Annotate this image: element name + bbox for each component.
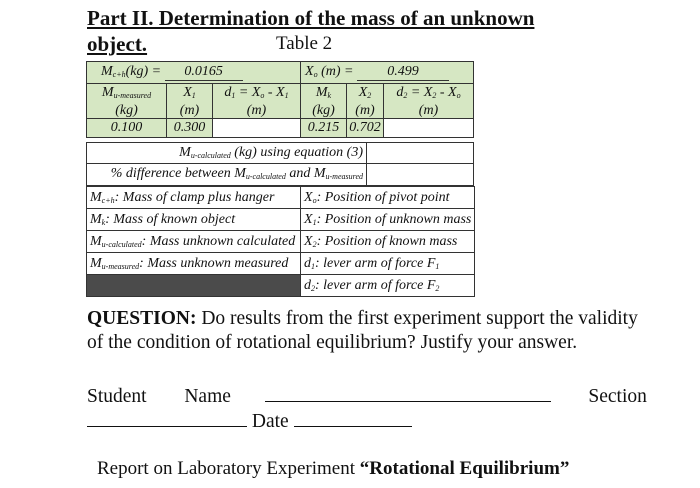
- value-d2-empty: [384, 119, 474, 138]
- part-heading: Part II. Determination of the mass of an unknown: [87, 6, 535, 30]
- name-label: Name: [184, 386, 231, 407]
- date-blank[interactable]: [294, 408, 412, 427]
- calculated-mass-row: $M_{u-calculated}$ (kg) using equation (3): [86, 142, 474, 164]
- header-mu-measured: $M_{u-measured}$ (kg): [87, 84, 167, 119]
- header-x1: $X_1$ (m): [167, 84, 213, 119]
- header-x2: $X_2$ (m): [347, 84, 384, 119]
- footer-prefix: Report on Laboratory Experiment: [97, 458, 360, 479]
- def-known-position: $X_2$: Position of known mass: [301, 231, 475, 253]
- def-unknown-position: $X_1$: Position of unknown mass: [301, 209, 475, 231]
- header-d1: $d_1 = X_o - X_1$ (m): [213, 84, 301, 119]
- def-pivot-point: $X_o$: Position of pivot point: [301, 187, 475, 209]
- value-mk: 0.215: [301, 119, 347, 138]
- header-mk: $M_k$ (kg): [301, 84, 347, 119]
- shaded-cell: [87, 275, 301, 297]
- question-label: QUESTION:: [87, 308, 197, 329]
- header-d2: $d_2 = X_2 - X_o$ (m): [384, 84, 474, 119]
- percent-difference-row: % difference between $M_{u-calculated}$ and $M_{u-measured}$: [86, 163, 474, 186]
- def-lever-arm-2: $d_2$: lever arm of force $F_2$: [301, 275, 475, 297]
- name-blank[interactable]: [265, 383, 551, 402]
- footer-title: “Rotational Equilibrium”: [359, 458, 570, 479]
- section-blank[interactable]: [87, 408, 247, 427]
- value-mu-measured: 0.100: [87, 119, 167, 138]
- question-body: Do results from the first experiment support the validity of the condition of rotational equilibrium? Justify your answer.: [87, 308, 638, 353]
- section-label: Section: [588, 386, 647, 407]
- def-lever-arm-1: $d_1$: lever arm of force $F_1$: [301, 253, 475, 275]
- def-known-mass: $M_k$: Mass of known object: [87, 209, 301, 231]
- pivot-position-value: 0.499: [357, 64, 449, 81]
- table-title: Table 2: [276, 33, 333, 54]
- value-x2: 0.702: [347, 119, 384, 138]
- clamp-mass-value: 0.0165: [165, 64, 243, 81]
- pivot-position-cell: $X_o$ (m) = 0.499: [301, 62, 474, 84]
- student-name-line: [87, 383, 647, 408]
- def-mass-calculated: $M_{u-calculated}$: Mass unknown calculated: [87, 231, 301, 253]
- student-label: Student: [87, 386, 147, 407]
- part-heading-continued: object.: [87, 32, 148, 56]
- data-table: [86, 61, 474, 138]
- value-d1-empty: [213, 119, 301, 138]
- report-footer: [97, 458, 569, 480]
- section-date-line: [87, 408, 412, 433]
- date-label: Date: [251, 411, 289, 432]
- value-x1: 0.300: [167, 119, 213, 138]
- clamp-mass-cell: $M_{c+h}(kg) = 0.0165$: [87, 62, 301, 84]
- def-clamp-mass: $M_{c+h}$: Mass of clamp plus hanger: [87, 187, 301, 209]
- def-mass-measured: $M_{u-measured}$: Mass unknown measured: [87, 253, 301, 275]
- definitions-table: [86, 186, 475, 297]
- question-text: [87, 307, 647, 355]
